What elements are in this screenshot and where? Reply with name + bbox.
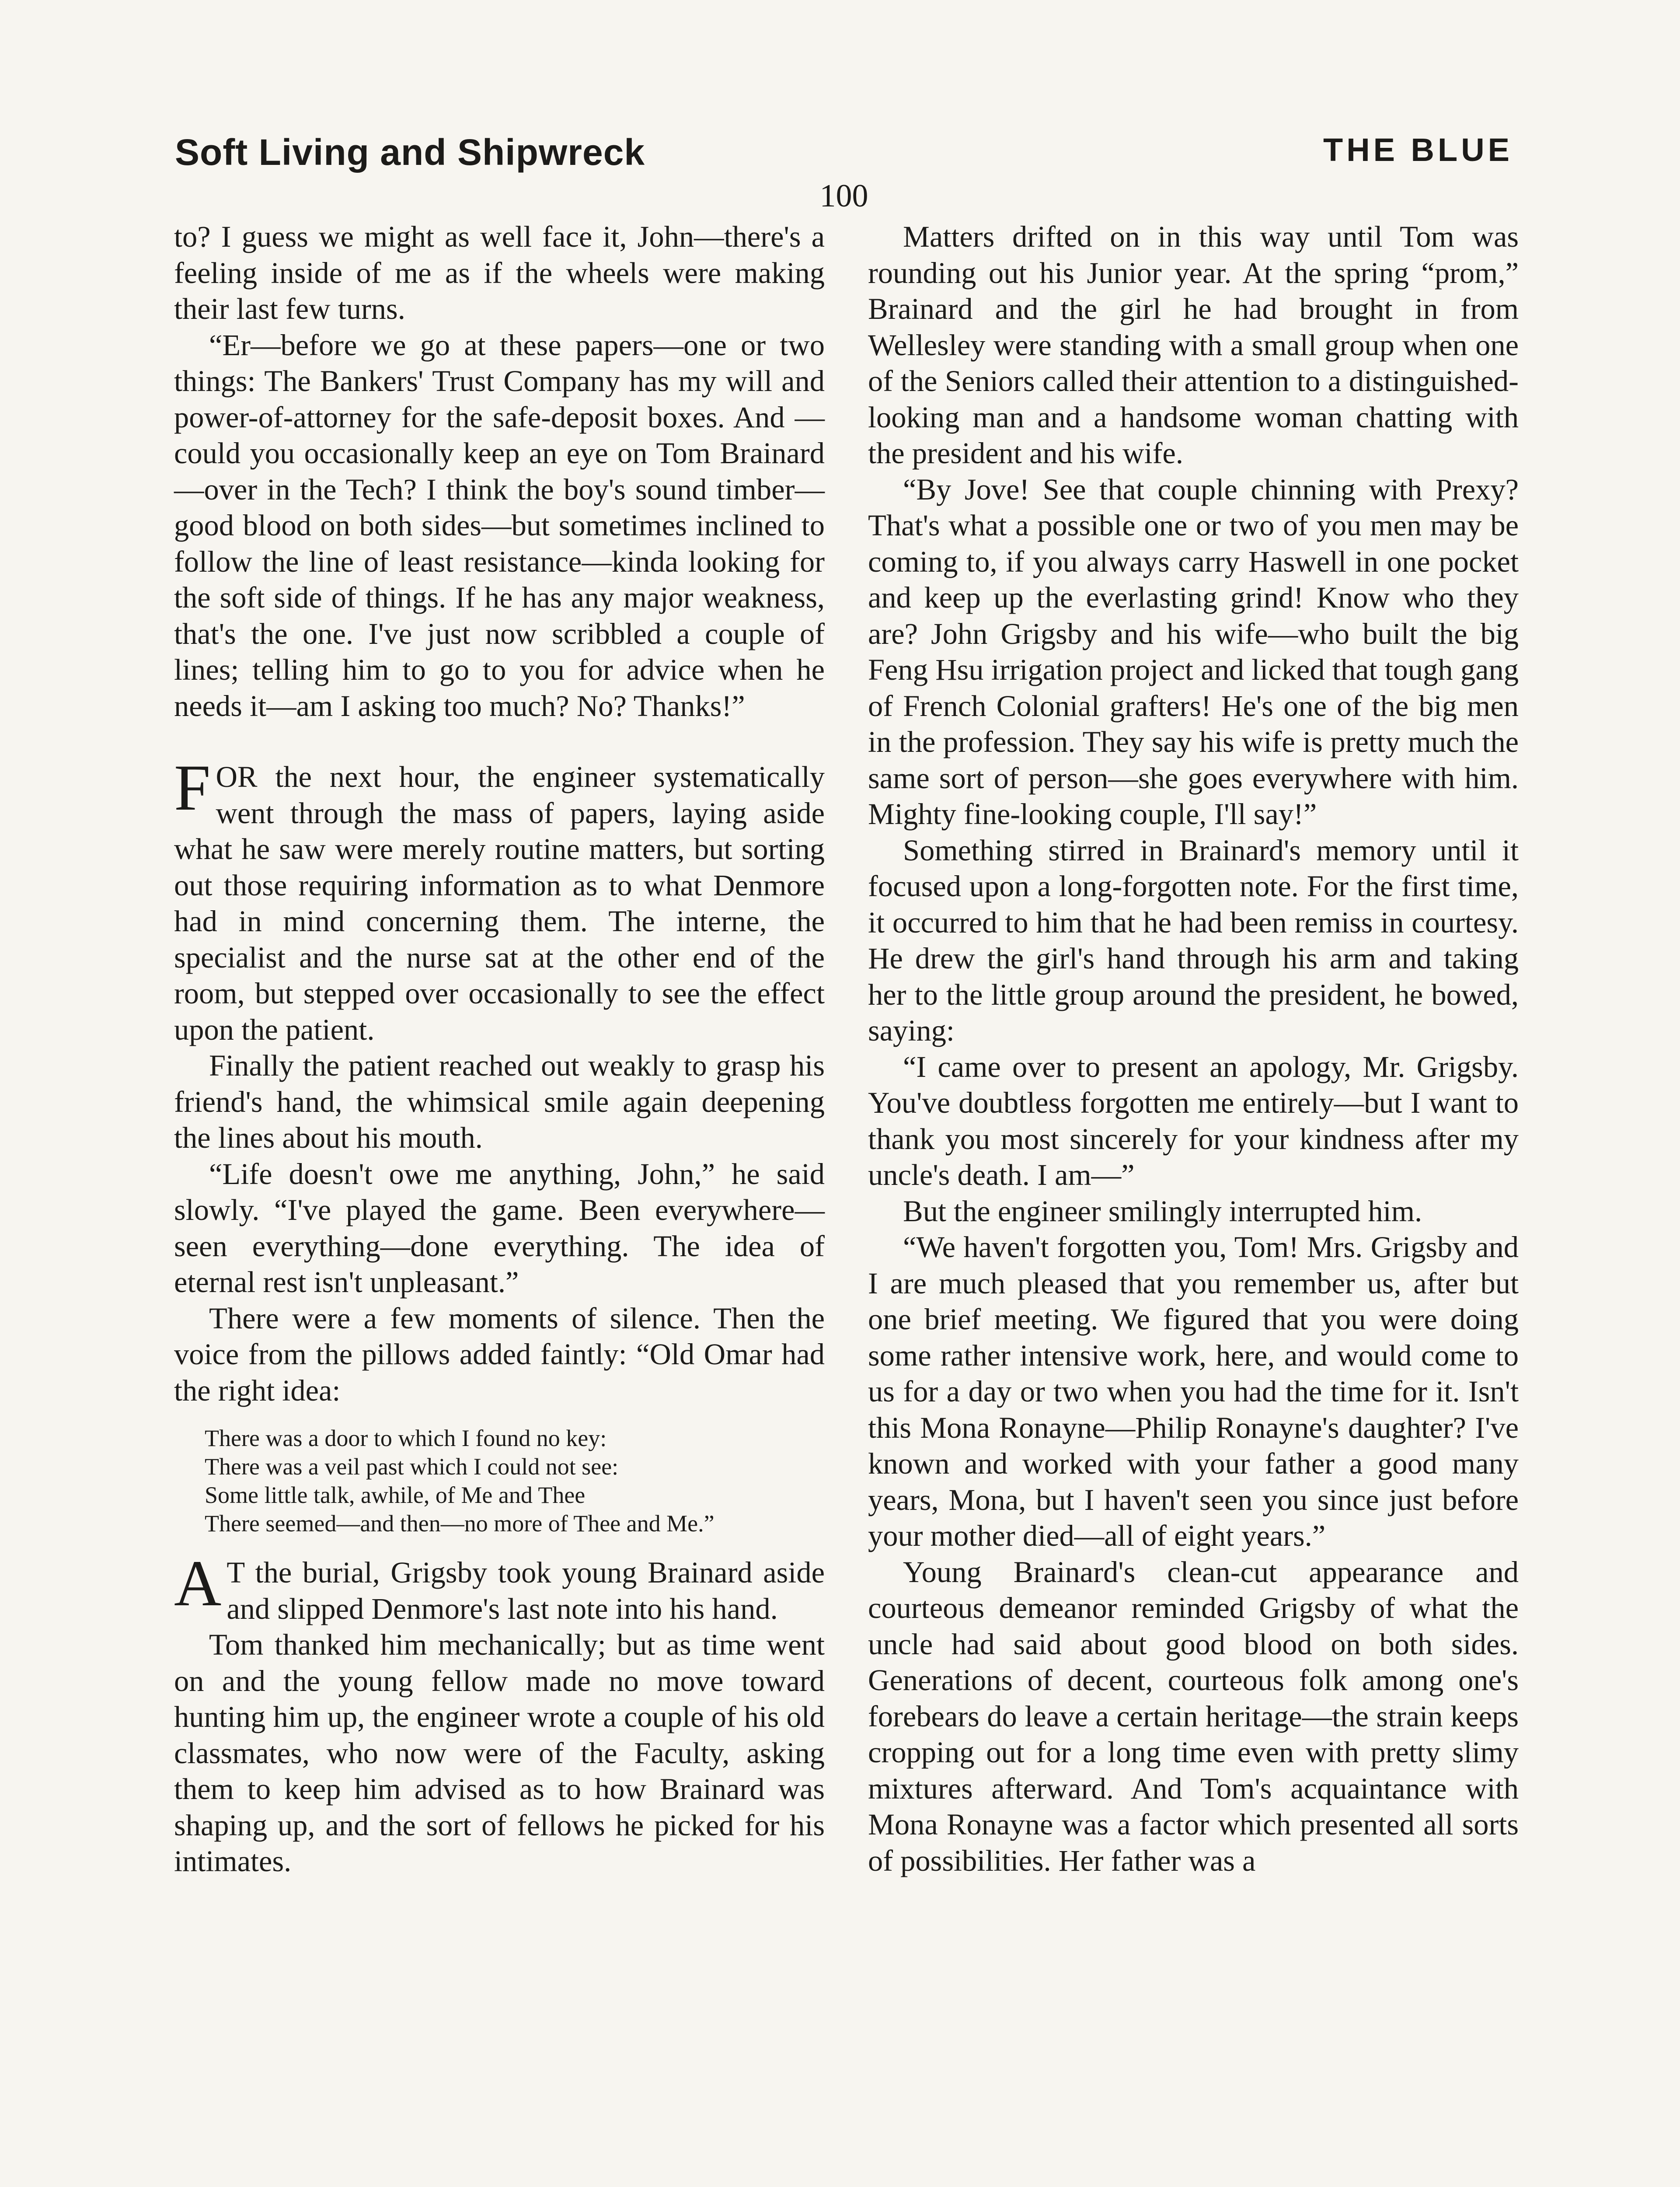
paragraph: “I came over to present an apology, Mr. Grigsby. You've doubtless forgotten me entirely—but I want to thank you most sincerely for your kindness after my uncle's death. I am—” <box>868 1050 1519 1191</box>
paragraph: There were a few moments of silence. Then the voice from the pillows added faintly: “Old Omar had the right idea: <box>174 1301 825 1407</box>
paragraph: Finally the patient reached out weakly to grasp his friend's hand, the whimsical smile again deepening the lines about his mouth. <box>174 1049 825 1154</box>
drop-cap: A <box>174 1547 222 1620</box>
paragraph: Matters drifted on in this way until Tom was rounding out his Junior year. At the spring “prom,” Brainard and the girl he had brought in from Wellesley were standing with a small group when one of the Seniors called their attention to a distinguished-looking man and a handsome woman chatting with the president and his wife. <box>868 220 1519 470</box>
section-paragraph <box>174 1547 825 1627</box>
poem-line: Some little talk, awhile, of Me and Thee <box>205 1482 586 1508</box>
paragraph: “We haven't forgotten you, Tom! Mrs. Grigsby and I are much pleased that you remember us, after but one brief meeting. We figured that you were doing some rather intensive work, here, and would come to us for a day or two when you had the time for it. Isn't this Mona Ronayne—Philip Ronayne's daughter? I've known and worked with your father a good many years, Mona, but I haven't seen you since just before your mother died—all of eight years.” <box>868 1230 1519 1552</box>
paragraph: “Life doesn't owe me anything, John,” he said slowly. “I've played the game. Been everywhere—seen everything—done everything. The idea of eternal rest isn't unpleasant.” <box>174 1157 825 1299</box>
section-paragraph <box>174 751 825 1048</box>
paragraph: Young Brainard's clean-cut appearance and courteous demeanor reminded Grigsby of what the uncle had said about good blood on both sides. Generations of decent, courteous folk among one's forebears do leave a certain heritage—the strain keeps cropping out for a long time even with pretty slimy mixtures afterward. And Tom's acquaintance with Mona Ronayne was a factor which presented all sorts of possibilities. Her father was a <box>868 1555 1519 1877</box>
poem-line: There was a veil past which I could not see: <box>205 1453 619 1480</box>
left-column <box>174 219 825 1880</box>
right-column <box>868 219 1519 1879</box>
page-header <box>175 127 1513 214</box>
paragraph: “By Jove! See that couple chinning with Prexy? That's what a possible one or two of you men may be coming to, if you always carry Haswell in one pocket and keep up the everlasting grind! Know who they are? John Grigsby and his wife—who built the big Feng Hsu irrigation project and licked that tough gang of French Colonial grafters! He's one of the big men in the profession. They say his wife is pretty much the same sort of person—she goes everywhere with him. Mighty fine-looking couple, I'll say!” <box>868 472 1519 831</box>
paragraph: to? I guess we might as well face it, John—there's a feeling inside of me as if the wheels were making their last few turns. <box>174 220 825 325</box>
poem-line: There was a door to which I found no key: <box>205 1425 607 1451</box>
drop-cap: F <box>174 751 211 824</box>
page-number: 100 <box>819 178 868 214</box>
paragraph: “Er—before we go at these papers—one or two things: The Bankers' Trust Company has my will and power-of-attorney for the safe-deposit boxes. And —could you occasionally keep an eye on Tom Brainard—over in the Tech? I think the boy's sound timber—good blood on both sides—but sometimes inclined to follow the line of least resistance—kinda looking for the soft side of things. If he has any major weakness, that's the one. I've just now scribbled a couple of lines; telling him to go to you for advice when he needs it—am I asking too much? No? Thanks!” <box>174 328 825 723</box>
poem-quote <box>205 1424 825 1538</box>
story-title: Soft Living and Shipwreck <box>175 132 645 173</box>
paragraph: Tom thanked him mechanically; but as time went on and the young fellow made no move toward hunting him up, the engineer wrote a couple of his old classmates, who now were of the Faculty, asking them to keep him advised as to how Brainard was shaping up, and the sort of fellows he picked for his intimates. <box>174 1628 825 1878</box>
paragraph: Something stirred in Brainard's memory until it focused upon a long-forgotten note. For the first time, it occurred to him that he had been remiss in courtesy. He drew the girl's hand through his arm and taking her to the little group around the president, he bowed, saying: <box>868 833 1519 1047</box>
magazine-name: THE BLUE <box>1323 132 1513 168</box>
poem-line: There seemed—and then—no more of Thee and Me.” <box>205 1510 715 1537</box>
paragraph: But the engineer smilingly interrupted him. <box>903 1194 1422 1228</box>
paragraph-text: OR the next hour, the engineer systematically went through the mass of papers, laying aside what he saw were merely routine matters, but sorting out those requiring information as to what Denmore had in mind concerning them. The interne, the specialist and the nurse sat at the other end of the room, but stepped over occasionally to see the effect upon the patient. <box>174 760 825 1046</box>
paragraph-text: T the burial, Grigsby took young Brainard aside and slipped Denmore's last note into his hand. <box>227 1556 825 1625</box>
